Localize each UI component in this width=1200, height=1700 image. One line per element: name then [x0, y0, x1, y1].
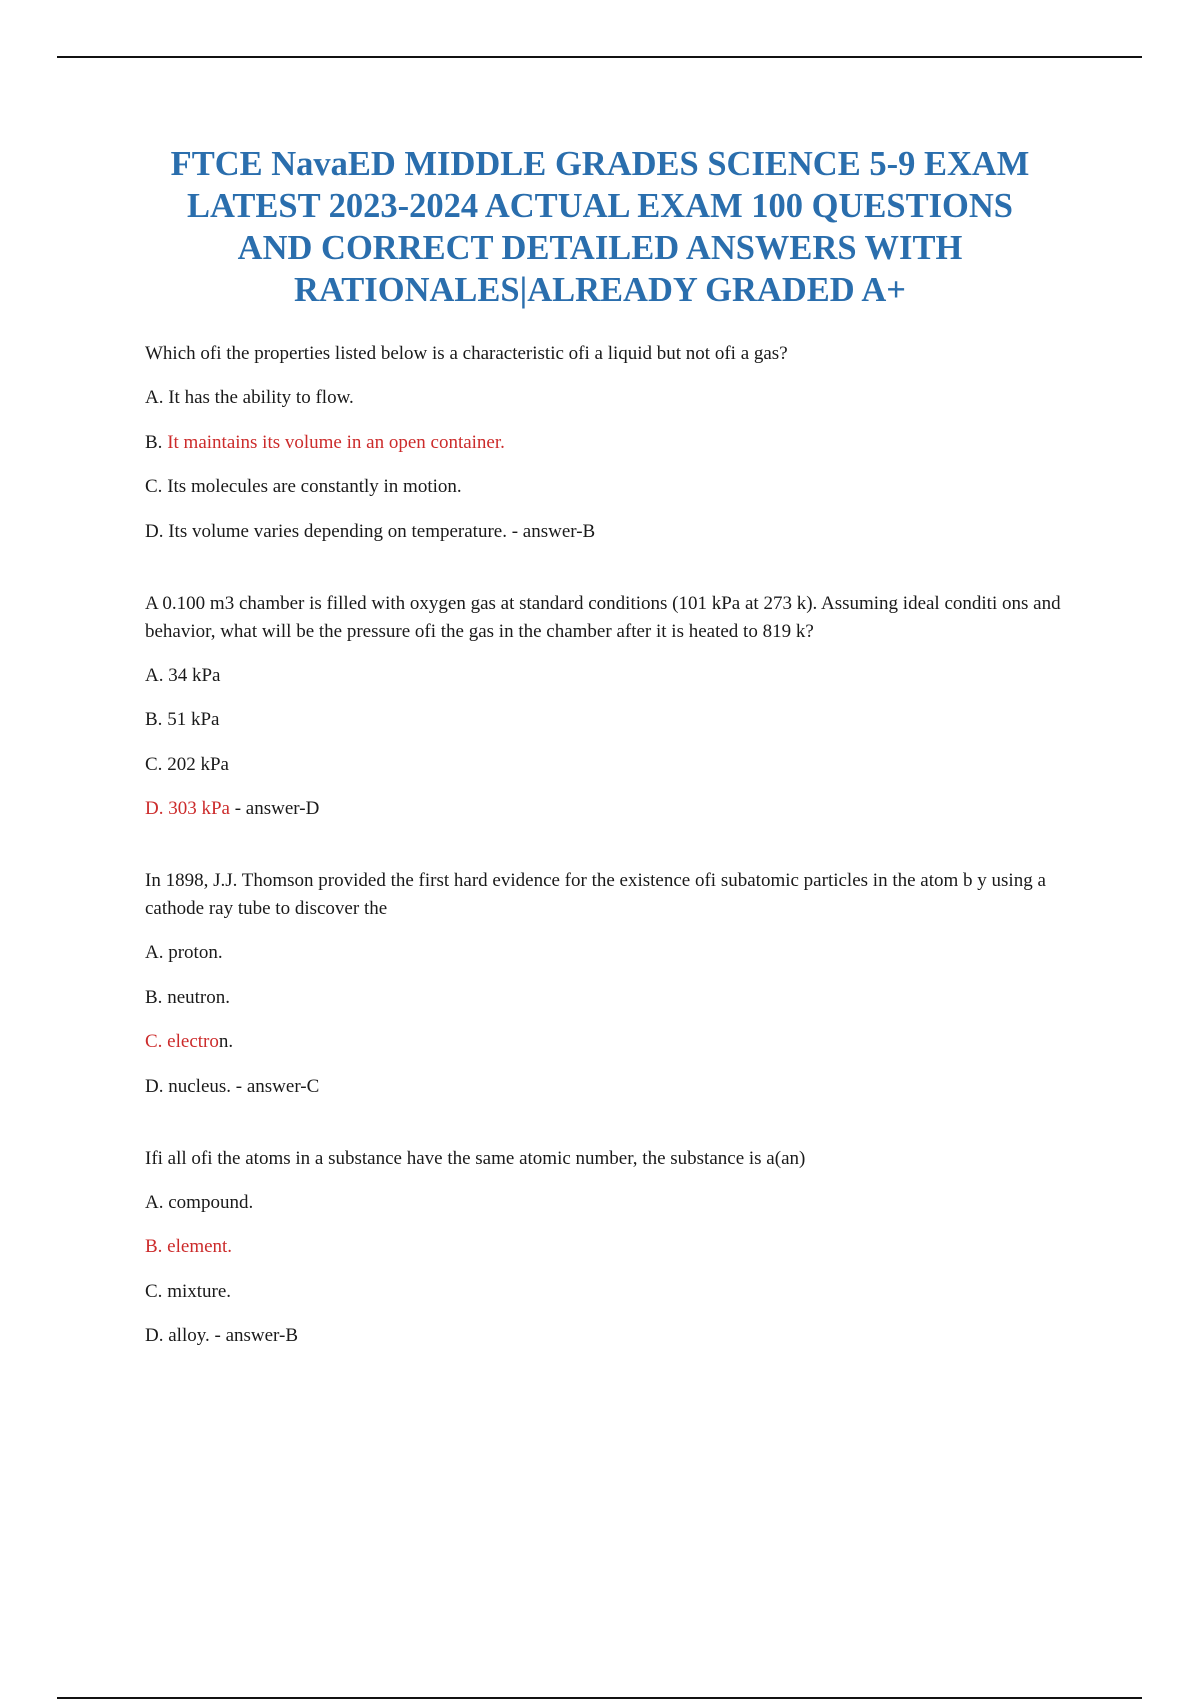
option-c: C. mixture. [145, 1280, 232, 1302]
option-b: B. neutron. [145, 986, 230, 1008]
option-a: A. It has the ability to flow. [145, 387, 354, 408]
question-2 [145, 590, 1095, 824]
correct-answer-highlight: B. element. [145, 1236, 233, 1257]
title-line-2: LATEST 2023-2024 ACTUAL EXAM 100 QUESTIONS [187, 187, 1013, 225]
question-text: In 1898, J.J. Thomson provided the first hard evidence for the existence ofi subatomic particles in the atom b y using a cathode ray tube to discover the [145, 870, 1046, 919]
option-d: D. nucleus. - answer-C [145, 1075, 320, 1097]
option-c: C. 202 kPa [145, 753, 229, 775]
option-b: B. It maintains its volume in an open container. [145, 431, 505, 453]
option-b: B. 51 kPa [145, 709, 220, 730]
option-a: A. proton. [145, 942, 223, 963]
title-line-3: AND CORRECT DETAILED ANSWERS WITH [237, 229, 963, 267]
question-4 [145, 1145, 1095, 1351]
question-text: Ifi all ofi the atoms in a substance have the same atomic number, the substance is a(an) [145, 1147, 806, 1169]
option-a: A. compound. [145, 1191, 254, 1213]
title-line-1: FTCE NavaED MIDDLE GRADES SCIENCE 5-9 EXAM [170, 145, 1030, 183]
title-line-4: RATIONALES|ALREADY GRADED A+ [294, 271, 906, 309]
correct-answer-highlight: It maintains its volume in an open container. [167, 431, 505, 453]
option-d: D. 303 kPa - answer-D [145, 798, 320, 819]
option-a: A. 34 kPa [145, 664, 221, 686]
option-d: D. alloy. - answer-B [145, 1325, 298, 1346]
correct-answer-highlight: C. electro [145, 1031, 219, 1052]
question-text: A 0.100 m3 chamber is filled with oxygen gas at standard conditions (101 kPa at 273 k). Assuming ideal conditi ons and behavior, what will be the pressure ofi the gas in the chamber after it is heated to 819 k? [145, 592, 1061, 642]
option-b [145, 1233, 1095, 1261]
question-1 [145, 340, 1095, 546]
option-d: D. Its volume varies depending on temperature. - answer-B [145, 520, 596, 542]
correct-answer-highlight: D. 303 kPa [145, 798, 230, 819]
bottom-rule [57, 1697, 1142, 1699]
option-c: C. electron. [145, 1031, 234, 1052]
document-title [140, 143, 1060, 311]
option-c: C. Its molecules are constantly in motion. [145, 476, 462, 497]
question-3 [145, 867, 1095, 1101]
top-rule [57, 56, 1142, 58]
question-text: Which ofi the properties listed below is a characteristic ofi a liquid but not ofi a gas? [145, 343, 788, 364]
question-list [145, 340, 1095, 1350]
